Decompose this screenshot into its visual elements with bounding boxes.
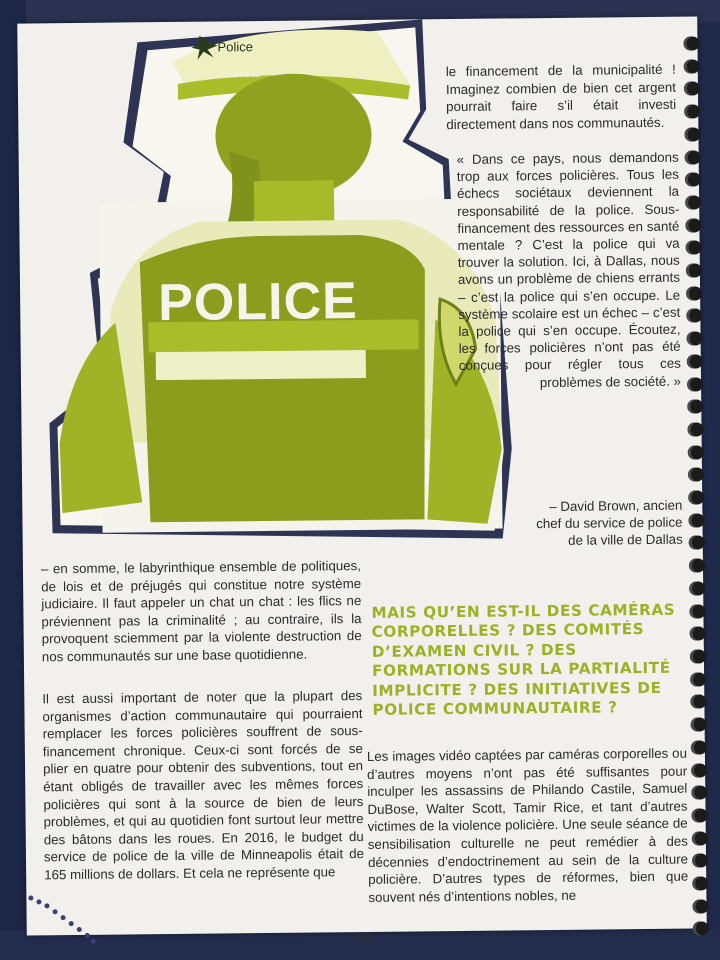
book-page [17,16,707,945]
helmet-text-2: carneau [227,69,261,80]
pull-quote: « Dans ce pays, nous demandons trop aux forces policières. Tous les échecs sociétaux deviennent la responsabilité de la police. Sous-financement des ressources en santé mentale ? C’est la police qui va trouver la solution. Ici, à Dallas, nous avons un problème de chiens errants – c’est la police qui s’en occupe. Le système scolaire est un échec – c’est la police qui s’en occupe. Écoutez, les forces policières n’ont pas été conçues pour régler tous ces problèmes de société. » [456,149,682,390]
intro-paragraph: le financement de la municipalité ! Imaginez combien de bien cet argent pourrait faire s’il était investi directement dans nos communautés. [445,61,677,132]
page-number: 102 [355,931,375,945]
helmet-text: Police [217,39,253,55]
quote-attribution: – David Brown, ancien chef du service de police de la ville de Dallas [536,497,683,549]
section-heading: MAIS QU’EN EST-IL DES CAMÉRAS CORPORELLES ? DES COMITÉS D’EXAMEN CIVIL ? DES FORMATIONS SUR LA PARTIALITÉ IMPLICITE ? DES INITIATIVES DE POLICE COMMUNAUTAIRE ? [371,600,676,719]
section-body: Les images vidéo captées par caméras corporelles ou d’autres moyens n’ont pas été suffisantes pour inculper les assassins de Philando Castile, Samuel DuBose, Walter Scott, Tamir Rice, et tant d’autres victimes de la violence policière. Une seule séance de sensibilisation culturelle ne peut remédier à des décennies d’endoctrinement au sein de la culture policière. D’autres types de réformes, bien que souvent nés d’intentions nobles, ne [366,745,689,905]
spiral-binding [683,36,712,936]
vest-text: POLICE [157,272,359,333]
left-paragraph-2: Il est aussi important de noter que la plupart des organismes d’action communautaire qui pourraient remplacer les forces policières souffrent de sous-financement chronique. Ceux-ci sont forcés de se plier en quatre pour obtenir des subventions, tout en étant obligés de travailler avec les mêmes forces policières qui sont à la source de bien de leurs problèmes, et qui au quotidien font surtout leur mettre des bâtons dans les roues. En 2016, le budget du service de police de la ville de Minneapolis était de 165 millions de dollars. Et cela ne représente que [42,688,365,883]
left-paragraph-1: – en somme, le labyrinthique ensemble de politiques, de lois et de préjugés qui constitue notre système judiciaire. Il faut appeler un chat un chat : les flics ne préviennent pas la criminalité ; au contraire, ils la provoquent sciemment par la violente destruction de nos communautés sur une base quotidienne. [40,558,362,665]
